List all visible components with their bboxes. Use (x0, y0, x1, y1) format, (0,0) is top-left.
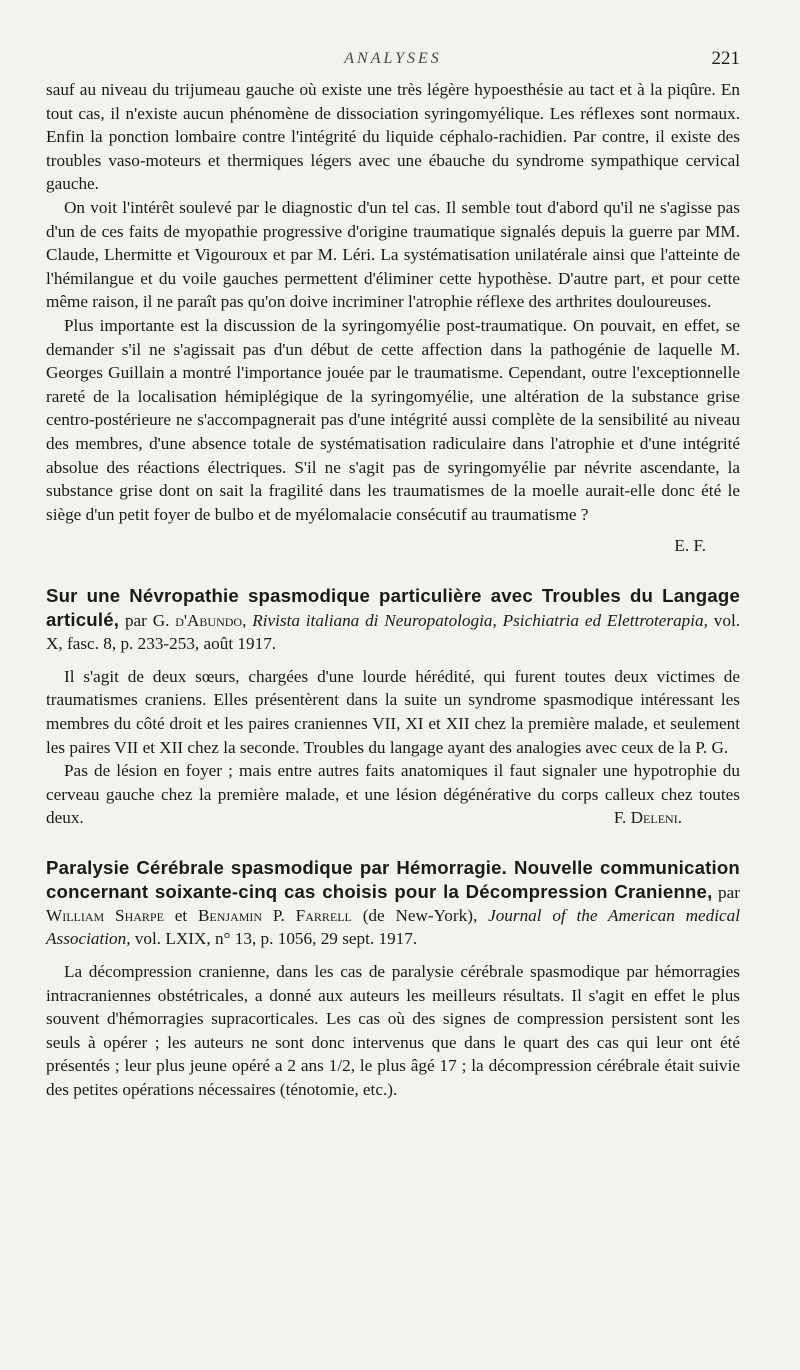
article-heading (46, 856, 740, 950)
by-text: par G. (124, 610, 170, 630)
paragraph-text: Pas de lésion en foyer ; mais entre autres faits anatomiques il faut signaler une hypotrophie du cerveau gauche chez la première malade, et une lésion dégénérative du corps calleux chez toutes deux. (46, 761, 740, 828)
and-text: et (174, 906, 188, 926)
paragraph-with-signature (46, 759, 740, 830)
signature: F. Deleni. (613, 808, 682, 828)
paragraph: Plus importante est la discussion de la syringomyélie post-traumatique. On pouvait, en effet, se demander s'il ne s'agissait pas d'un début de cette affection dans la pathogénie de laquelle M. Georges Guillain a montré l'importance jouée par le traumatisme. Cependant, outre l'exceptionnelle rareté de la localisation hémiplégique de la syringomyélie, une altération de la substance grise centro-postérieure ne s'accompagnerait pas d'une intégrité aussi complète de la sensibilité au niveau des membres, d'une absence totale de systématisation radiculaire dans l'atrophie et d'une intégrité absolue des réactions électriques. S'il ne s'agit pas de syringomyélie par névrite ascendante, la substance grise dont on sait la fragilité dans les traumatismes de la moelle aurait-elle donc été le siège d'un petit foyer de bulbo et de myélomalacie consécutif au traumatisme ? (46, 315, 740, 524)
paragraph: La décompression cranienne, dans les cas de paralysie cérébrale spasmodique par hémorragies intracraniennes obstétricales, a donné aux auteurs les meilleurs résultats. Il s'agit en effet le plus souvent d'hémorragies supracorticales. Les cas où des signes de compression persistent sont les seuls à opérer ; les auteurs ne sont donc intervenus que dans le quart des cas qui leur ont été présentés ; leur plus jeune opéré a 2 ans 1/2, le plus âgé 17 ; la décompression cérébrale était suivie des petites opérations nécessaires (ténotomie, etc.). (46, 962, 740, 1099)
running-head (46, 44, 740, 78)
article-2 (46, 856, 740, 1102)
paragraph: sauf au niveau du trijumeau gauche où existe une très légère hypoesthésie au tact et à la piqûre. En tout cas, il n'existe aucun phénomène de dissociation syringomyélique. Les réflexes sont normaux. Enfin la ponction lombaire contre l'intégrité du liquide céphalo-rachidien. Par contre, il existe des troubles vaso-moteurs et thermiques légers avec une ébauche du syndrome sympathique cervical gauche. (46, 80, 740, 194)
article-title: Sur une Névropathie spasmodique particulière avec Troubles du Langage articulé, (46, 584, 740, 630)
by-text: par (718, 883, 740, 903)
author: Benjamin P. Farrell (197, 906, 352, 926)
citation: vol. X, fasc. 8, p. 233-253, août 1917. (46, 610, 741, 653)
paragraph: On voit l'intérêt soulevé par le diagnostic d'un tel cas. Il semble tout d'abord qu'il ne s'agisse pas d'un de ces faits de myopathie progressive d'origine traumatique signalés depuis la guerre par MM. Claude, Lhermitte et Vigouroux et par M. Léri. La systématisation unilatérale ainsi que l'atteinte de l'hémilangue et du voile gauches permettent d'éliminer cette hypothèse. D'autre part, et pour cette même raison, il ne paraît pas qu'on doive incriminer l'atrophie réflexe des arthrites douloureuses. (46, 197, 740, 312)
citation: vol. LXIX, n° 13, p. 1056, 29 sept. 1917. (134, 929, 418, 949)
page-number: 221 (711, 48, 740, 69)
continuation-section (46, 78, 740, 558)
signature: E. F. (674, 536, 706, 556)
journal-title: Rivista italiana di Neuropatologia, Psichiatria ed Elettroterapia, (252, 610, 708, 630)
page (46, 44, 740, 1102)
place: (de New-York), (362, 906, 478, 926)
author: d'Abundo, (175, 610, 247, 630)
paragraph: Il s'agit de deux sœurs, chargées d'une lourde hérédité, qui furent toutes deux victimes de traumatismes craniens. Elles présentèrent dans la suite un syndrome spasmodique intéressant les membres du côté droit et les paires craniennes VII, XI et XII chez la première malade, et seulement les paires VII et XII chez la seconde. Troubles du langage ayant des analogies avec ceux de la P. G. (46, 666, 740, 757)
article-heading (46, 584, 740, 655)
running-title: ANALYSES (344, 50, 442, 67)
article-title: Paralysie Cérébrale spasmodique par Hémorragie. Nouvelle communication concernant soixante-cinq cas choisis pour la Décompression Cranienne, (46, 857, 740, 903)
article-1 (46, 584, 740, 830)
author: William Sharpe (46, 906, 164, 926)
journal-title: Journal of the American medical Association, (46, 906, 741, 949)
